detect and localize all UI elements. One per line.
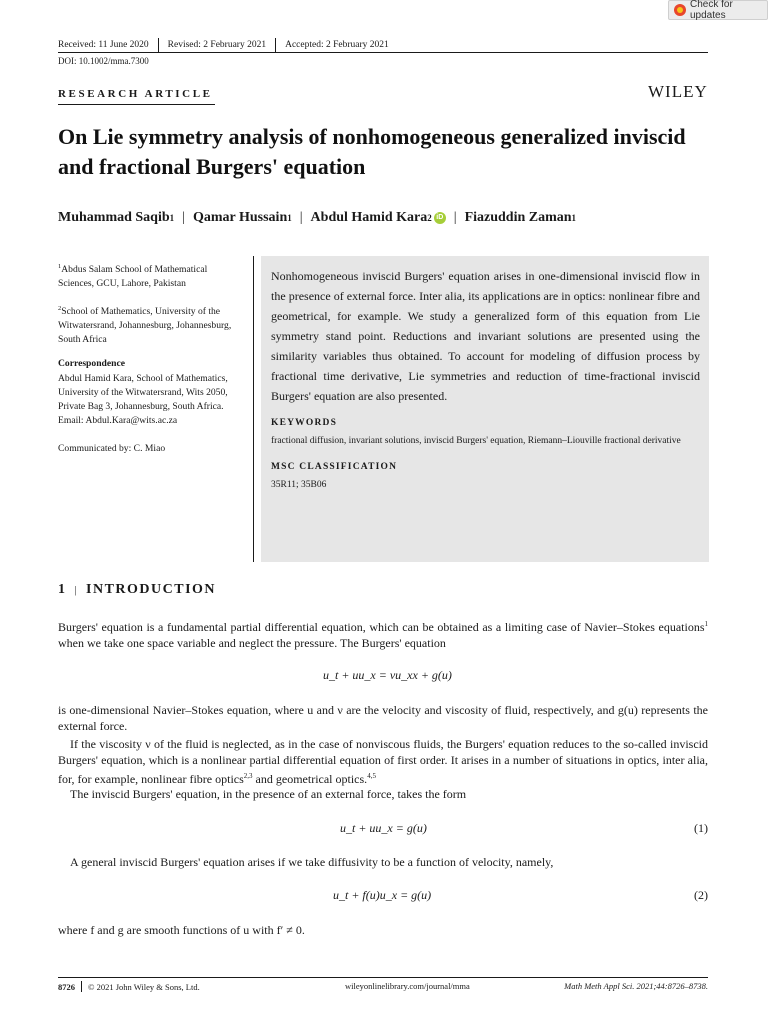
equation: u_t + uu_x = g(u)	[340, 821, 427, 835]
author-affiliation-mark: 1	[287, 213, 292, 223]
affiliation: $^2$School of Mathematics, University of the Witwatersrand, Johannesburg, Johannesburg, South Africa	[58, 304, 232, 346]
abstract-box	[261, 256, 709, 562]
accepted-date: Accepted: 2 February 2021	[285, 40, 389, 50]
section-number: 1	[58, 582, 67, 597]
affiliations-column	[58, 260, 244, 467]
orcid-icon[interactable]: iD	[434, 212, 446, 224]
check-for-updates-button[interactable]	[668, 0, 768, 20]
journal-url[interactable]: wileyonlinelibrary.com/journal/mma	[345, 981, 470, 991]
crossmark-icon	[674, 4, 686, 16]
column-divider	[253, 256, 254, 562]
author-affiliation-mark: 1	[571, 213, 577, 223]
article-type-rule	[58, 104, 215, 105]
equation-number: (1)	[694, 821, 708, 835]
copyright: © 2021 John Wiley & Sons, Ltd.	[88, 981, 200, 992]
citation[interactable]: 4,5	[367, 772, 376, 780]
body-paragraph: If the viscosity ν of the fluid is neglected, as in the case of nonviscous fluids, the Burgers' equation reduces to the so-called inviscid Burgers' equation, which is a nonlinear partial differential equation of first order. It arises in a number of situations in optics, inter alia, for, for example, nonlinear fibre optics$^{2,3}$ and geometrical optics.$^{4,5}$	[58, 737, 708, 786]
correspondence-heading: Correspondence	[58, 358, 125, 370]
author-list	[58, 210, 576, 226]
divider	[275, 38, 276, 52]
citation[interactable]: 2,3	[243, 772, 253, 780]
footer-rule	[58, 977, 708, 978]
divider	[158, 38, 159, 52]
footer-left	[58, 981, 200, 992]
publisher-logo: WILEY	[648, 82, 708, 101]
msc-heading: MSC CLASSIFICATION	[271, 462, 398, 472]
keywords-text: fractional diffusion, invariant solutions, inviscid Burgers' equation, Riemann–Liouville fractional derivative	[271, 436, 681, 446]
check-for-updates-label: Check for updates	[690, 0, 733, 21]
author-name[interactable]: Abdul Hamid Kara	[310, 210, 428, 225]
author-separator: |	[299, 210, 303, 225]
body-paragraph: A general inviscid Burgers' equation arises if we take diffusivity to be a function of velocity, namely,	[70, 855, 554, 869]
received-date: Received: 11 June 2020	[58, 40, 149, 50]
abstract-text: Nonhomogeneous inviscid Burgers' equation arises in one-dimensional inviscid flow in the presence of external force. Inter alia, its applications are in optics: nonlinear fibre and geometrical, for example. We study a generalized form of this equation from Lie symmetry stand point. Reductions and invariant solutions are presented using the similarity variables thus obtained. To account for modeling of diffusion process by fractional time derivative, Lie symmetries and reduction of time-fractional inviscid Burgers' equation are also presented.	[271, 269, 700, 403]
author-name[interactable]: Fiazuddin Zaman	[464, 210, 572, 225]
correspondence-address: Abdul Hamid Kara, School of Mathematics, University of the Witwatersrand, Wits 2050, Private Bag 3, Johannesburg, South Africa.	[58, 372, 228, 412]
article-type: RESEARCH ARTICLE	[58, 88, 213, 100]
doi[interactable]: DOI: 10.1002/mma.7300	[58, 56, 149, 66]
author-name[interactable]: Muhammad Saqib	[58, 210, 170, 225]
page-number: 8726	[58, 981, 75, 992]
keywords-heading: KEYWORDS	[271, 418, 338, 428]
communicated-by: Communicated by: C. Miao	[58, 443, 166, 455]
header-rule	[58, 52, 708, 53]
body-paragraph: The inviscid Burgers' equation, in the presence of an external force, takes the form	[70, 787, 467, 801]
body-paragraph: where f and g are smooth functions of u with f′ ≠ 0.	[58, 923, 305, 937]
body-paragraph: is one-dimensional Navier–Stokes equation, where u and ν are the velocity and viscosity of fluid, respectively, and g(u) represents the external force.	[58, 703, 708, 733]
author-separator: |	[453, 210, 457, 225]
section-separator: |	[74, 584, 79, 596]
article-dates	[58, 38, 389, 52]
author-affiliation-mark: 1	[169, 213, 175, 223]
citation[interactable]: 1	[704, 620, 708, 628]
paper-title: On Lie symmetry analysis of nonhomogeneous generalized inviscid and fractional Burgers' equation	[58, 124, 686, 179]
author-separator: |	[182, 210, 185, 225]
affiliation: $^1$Abdus Salam School of Mathematical Sciences, GCU, Lahore, Pakistan	[58, 263, 208, 290]
msc-text: 35R11; 35B06	[271, 480, 327, 490]
section-heading	[58, 582, 216, 598]
equation: u_t + uu_x = νu_xx + g(u)	[323, 668, 452, 682]
correspondence	[58, 357, 244, 428]
body-paragraph: Burgers' equation is a fundamental partial differential equation, which can be obtained as a limiting case of Navier–Stokes equations$^1$ when we take one space variable and neglect the pressure. The Burgers' equation	[58, 620, 708, 650]
section-title: INTRODUCTION	[86, 582, 217, 597]
equation-number: (2)	[694, 888, 708, 902]
author-name[interactable]: Qamar Hussain	[192, 210, 288, 225]
journal-citation: Math Meth Appl Sci. 2021;44:8726–8738.	[564, 981, 708, 991]
revised-date: Revised: 2 February 2021	[167, 40, 267, 50]
equation: u_t + f(u)u_x = g(u)	[333, 888, 432, 902]
divider	[81, 981, 82, 992]
author-affiliation-mark: 2	[427, 213, 432, 223]
correspondence-email[interactable]: Email: Abdul.Kara@wits.ac.za	[58, 415, 178, 427]
